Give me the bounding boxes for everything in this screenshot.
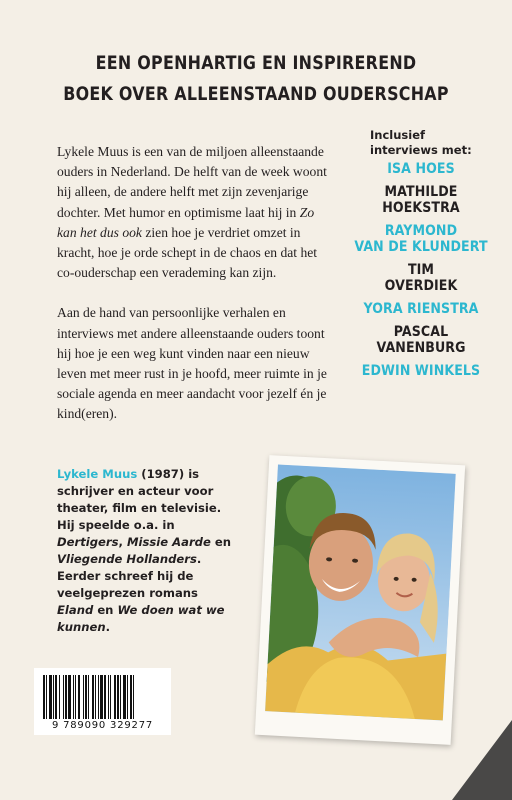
- interviewee-name-line-1: RAYMOND: [384, 223, 458, 239]
- bio-work-2: Missie Aarde: [126, 535, 211, 549]
- author-name: Lykele Muus: [57, 467, 138, 481]
- interview-intro-line-2: interviews met:: [370, 143, 472, 157]
- blurb-p1-text-a: Lykele Muus is een van de miljoen alleenstaande ouders in Nederland. De helft van de week woont hij alleen, de andere helft met zijn zevenjarige dochter. Met humor en optimisme laat hij in: [57, 144, 327, 220]
- book-title: Zo kan het dus ook: [57, 204, 315, 240]
- author-bio: [57, 466, 232, 636]
- interviewee-name: [354, 324, 489, 356]
- interviewee-name: [354, 161, 489, 177]
- interviewee-names: [346, 161, 496, 379]
- interviewee-name-line-1: EDWIN WINKELS: [361, 363, 481, 379]
- headline-line-2: BOEK OVER ALLEENSTAAND OUDERSCHAP: [63, 84, 449, 105]
- interviewee-name-line-1: MATHILDE: [384, 184, 458, 200]
- blurb: [57, 142, 337, 445]
- isbn-number: 9 789090 329277: [51, 720, 154, 731]
- blurb-paragraph-2: Aan de hand van persoonlijke verhalen en interviews met andere alleenstaande ouders toont hij hoe je een weg kunt vinden naar een nieuw leven met meer rust in je hoofd, meer ruimte in je sociale agenda en meer aandacht voor jezelf én je kind(eren).: [57, 305, 327, 422]
- blurb-p1-text-b: zien hoe je verdriet omzet in kracht, hoe je orde schept in de chaos en dat het co-ouderschap een verademing kan zijn.: [57, 224, 318, 281]
- bio-text-6: .: [105, 620, 110, 634]
- interview-intro-line-1: Inclusief: [370, 128, 426, 142]
- headline: [36, 48, 476, 110]
- barcode: [34, 668, 171, 735]
- interviewee-name: [354, 262, 489, 294]
- interviewee-name-line-2: VAN DE KLUNDERT: [354, 239, 488, 255]
- interviewee-name: [354, 301, 489, 317]
- interviewee-name-line-1: YORA RIENSTRA: [363, 301, 479, 317]
- bio-text-3: en: [210, 535, 231, 549]
- corner-marker: [452, 720, 512, 800]
- author-photo-frame: [255, 455, 465, 745]
- headline-line-1: EEN OPENHARTIG EN INSPIREREND: [95, 53, 417, 74]
- bio-text-4: . Eerder schreef hij de veelgeprezen romans: [57, 552, 202, 600]
- interviewee-name: [354, 184, 489, 216]
- interview-list: [346, 128, 496, 386]
- author-year: (1987): [137, 467, 185, 481]
- bio-work-1: Dertigers: [57, 535, 119, 549]
- barcode-bars: [43, 675, 162, 719]
- bio-text-2: ,: [118, 535, 127, 549]
- interview-intro: [370, 128, 496, 158]
- bio-work-5: We doen wat we kunnen: [57, 603, 225, 634]
- interviewee-name: [354, 363, 489, 379]
- interviewee-name: [354, 223, 489, 255]
- interviewee-name-line-1: TIM: [407, 262, 435, 278]
- interviewee-name-line-1: ISA HOES: [387, 161, 455, 177]
- bio-text-1: is schrijver en acteur voor theater, film en televisie. Hij speelde o.a. in: [57, 467, 222, 532]
- interviewee-name-line-2: HOEKSTRA: [382, 200, 460, 216]
- bio-work-3: Vliegende Hollanders: [57, 552, 197, 566]
- bio-work-4: Eland: [57, 603, 94, 617]
- bio-text-5: en: [93, 603, 118, 617]
- interviewee-name-line-2: VANENBURG: [376, 340, 466, 356]
- author-photo: [265, 465, 456, 721]
- photo-illustration: [265, 465, 456, 721]
- interviewee-name-line-1: PASCAL: [393, 324, 449, 340]
- blurb-paragraph-1: [57, 142, 337, 283]
- interviewee-name-line-2: OVERDIEK: [384, 278, 458, 294]
